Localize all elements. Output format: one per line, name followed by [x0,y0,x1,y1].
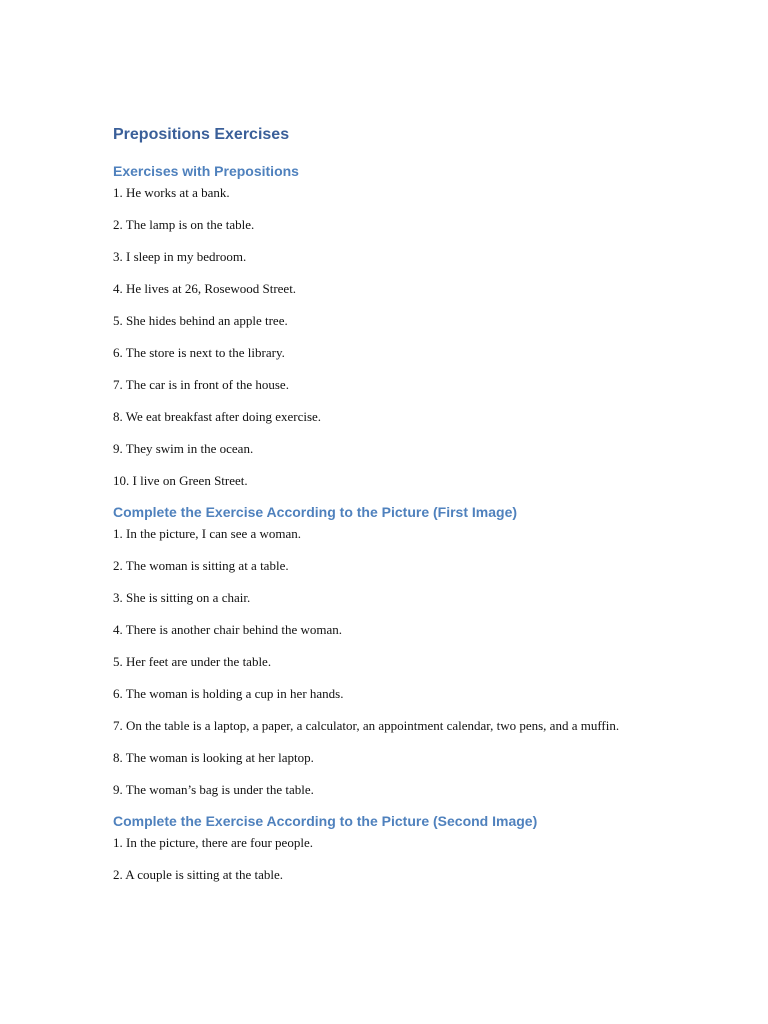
section-exercises-with-prepositions [113,161,658,490]
section-second-image [113,811,658,884]
exercise-item: 2. The lamp is on the table. [113,217,255,232]
exercise-item: 7. On the table is a laptop, a paper, a calculator, an appointment calendar, two pens, and a muffin. [113,718,620,733]
exercise-item: 8. We eat breakfast after doing exercise. [113,409,322,424]
exercise-item: 6. The store is next to the library. [113,345,285,360]
exercise-item: 5. She hides behind an apple tree. [113,313,288,328]
exercise-item: 8. The woman is looking at her laptop. [113,750,314,765]
section-heading: Complete the Exercise According to the Picture (Second Image) [113,813,538,829]
exercise-item: 10. I live on Green Street. [113,473,248,488]
section-heading: Complete the Exercise According to the Picture (First Image) [113,504,518,520]
exercise-item: 2. The woman is sitting at a table. [113,558,289,573]
exercise-item: 7. The car is in front of the house. [113,377,289,392]
exercise-item: 1. He works at a bank. [113,185,230,200]
exercise-item: 9. They swim in the ocean. [113,441,254,456]
exercise-item: 2. A couple is sitting at the table. [113,867,284,882]
document-page [113,124,658,896]
document-title: Prepositions Exercises [113,126,290,143]
exercise-item: 3. She is sitting on a chair. [113,590,251,605]
exercise-item: 4. He lives at 26, Rosewood Street. [113,281,297,296]
exercise-item: 4. There is another chair behind the woman. [113,622,342,637]
exercise-item: 1. In the picture, I can see a woman. [113,526,302,541]
exercise-item: 9. The woman’s bag is under the table. [113,782,314,797]
section-heading: Exercises with Prepositions [113,163,299,179]
section-first-image [113,502,658,799]
exercise-item: 3. I sleep in my bedroom. [113,249,247,264]
exercise-item: 5. Her feet are under the table. [113,654,272,669]
exercise-item: 6. The woman is holding a cup in her hands. [113,686,344,701]
exercise-item: 1. In the picture, there are four people. [113,835,313,850]
